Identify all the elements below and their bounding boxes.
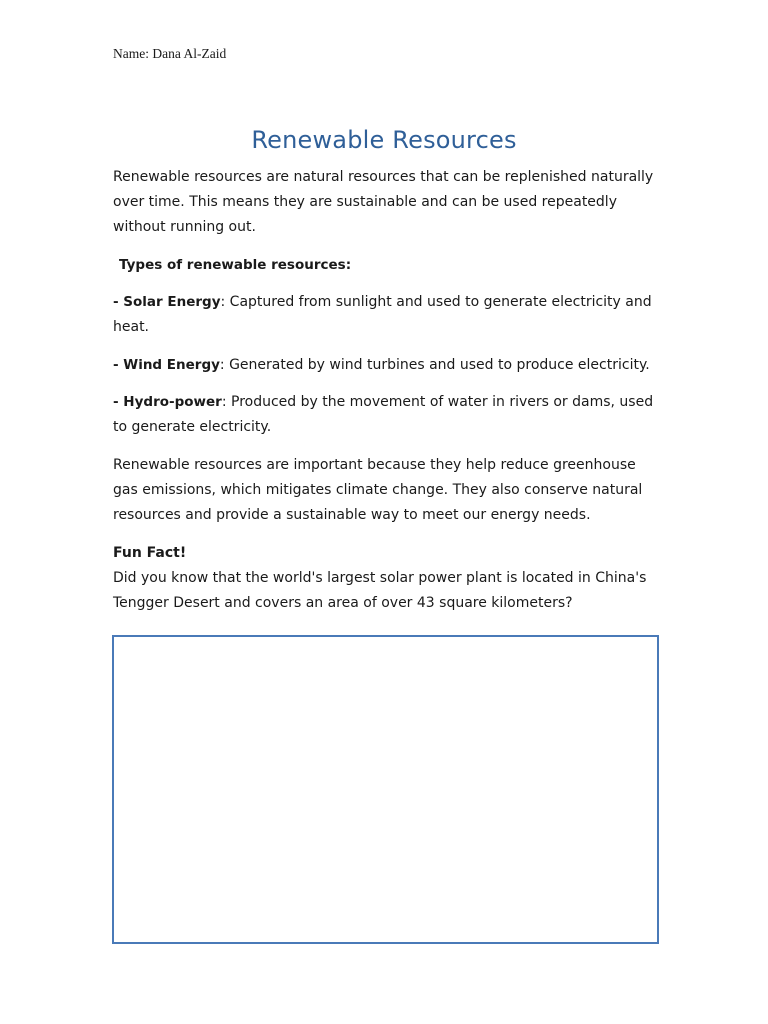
type-term: - Solar Energy <box>113 294 221 310</box>
types-heading: Types of renewable resources: <box>119 257 352 273</box>
type-description: : Generated by wind turbines and used to produce electricity. <box>219 357 650 373</box>
fun-fact-text: Did you know that the world's largest solar power plant is located in China's Tengger Desert and covers an area of over 43 square kilometers? <box>113 570 647 611</box>
drawing-box[interactable] <box>112 635 659 944</box>
fun-fact-block <box>113 541 661 616</box>
intro-paragraph: Renewable resources are natural resources that can be replenished naturally over time. This means they are sustainable and can be used repeatedly without running out. <box>113 169 654 235</box>
importance-paragraph: Renewable resources are important because they help reduce greenhouse gas emissions, which mitigates climate change. They also conserve natural resources and provide a sustainable way to meet our energy needs. <box>113 457 643 523</box>
page-title: Renewable Resources <box>251 126 517 154</box>
fun-fact-title: Fun Fact! <box>113 545 187 561</box>
student-name: Name: Dana Al-Zaid <box>113 46 227 61</box>
type-item-wind <box>113 353 661 378</box>
type-description: : Produced by the movement of water in rivers or dams, used to generate electricity. <box>113 394 654 435</box>
type-description: : Captured from sunlight and used to generate electricity and heat. <box>113 294 652 335</box>
type-item-hydro <box>113 390 661 440</box>
type-term: - Hydro-power <box>113 394 222 410</box>
type-item-solar <box>113 290 661 340</box>
type-term: - Wind Energy <box>113 357 220 373</box>
